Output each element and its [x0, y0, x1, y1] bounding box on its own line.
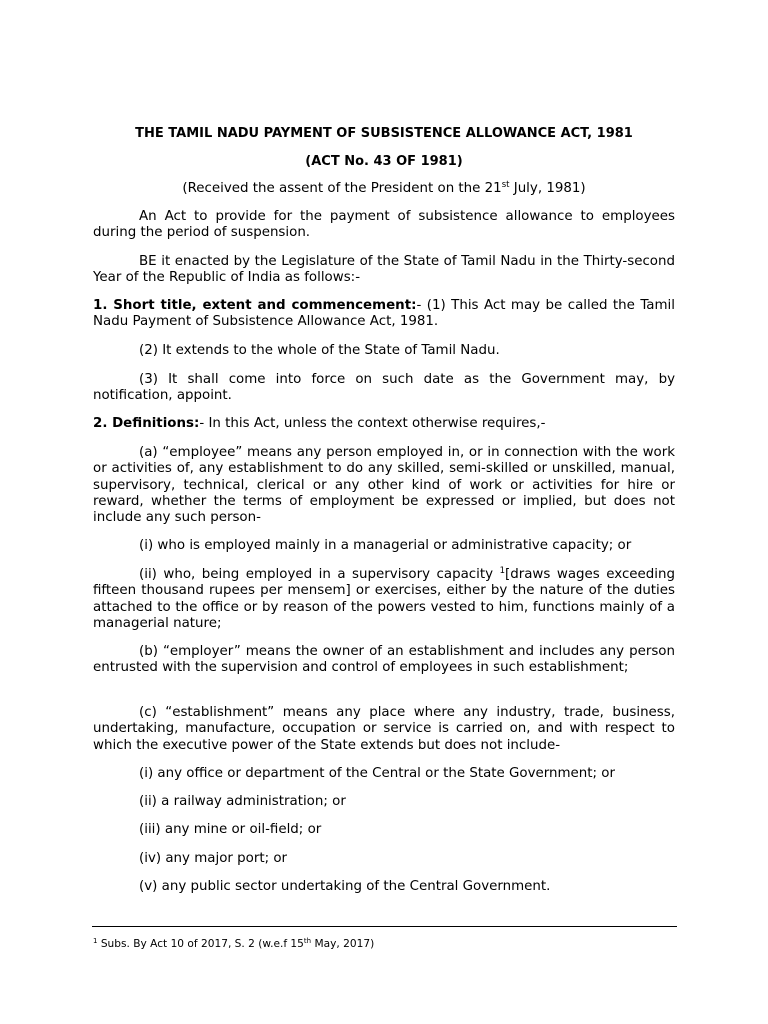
footnote-superscript: th — [303, 937, 312, 945]
definition-a-ii — [93, 567, 675, 632]
section-1-subsection-3: (3) It shall come into force on such date as the Government may, by notification, appoint. — [93, 372, 675, 404]
section-1-text: - (1) This Act may be called the Tamil Nadu Payment of Subsistence Allowance Act, 1981. — [93, 298, 675, 330]
exclusion-item: (iv) any major port; or — [139, 851, 288, 866]
preamble: An Act to provide for the payment of subsistence allowance to employees during the period of suspension. — [93, 209, 675, 241]
definition-a: (a) “employee” means any person employed in, or in connection with the work or activities of, any establishment to do any skilled, semi-skilled or unskilled, manual, supervisory, technical, clerical or any other kind of work or activities for hire or reward, whether the terms of employment be expressed or implied, but does not include any such person- — [93, 445, 675, 526]
footnote-separator — [92, 926, 677, 927]
section-1-heading: 1. Short title, extent and commencement: — [93, 298, 417, 313]
footnote-text-after: May, 2017) — [311, 938, 375, 950]
act-number: (ACT No. 43 OF 1981) — [305, 154, 463, 169]
section-1-subsection-2: (2) It extends to the whole of the State of Tamil Nadu. — [139, 343, 500, 358]
section-2-text: - In this Act, unless the context otherwise requires,- — [199, 416, 546, 431]
exclusion-item: (v) any public sector undertaking of the Central Government. — [139, 879, 551, 894]
section-2-heading: 2. Definitions: — [93, 416, 200, 431]
definition-a-ii-after: [draws wages exceeding fifteen thousand rupees per mensem] or exercises, either by the nature of the duties attached to the office or by reason of the powers vested to him, functions mainly of a managerial nature; — [93, 567, 675, 631]
section-2 — [93, 416, 675, 432]
assent-text-after: July, 1981) — [509, 181, 586, 196]
assent-line — [93, 180, 675, 197]
exclusion-item: (ii) a railway administration; or — [139, 794, 346, 809]
enactment-clause: BE it enacted by the Legislature of the State of Tamil Nadu in the Thirty-second Year of the Republic of India as follows:- — [93, 254, 675, 286]
footnote-marker: 1 — [93, 937, 98, 945]
definition-c: (c) “establishment” means any place where any industry, trade, business, undertaking, manufacture, occupation or service is carried on, and with respect to which the executive power of the State extends but does not include- — [93, 705, 675, 753]
assent-text-before: (Received the assent of the President on the 21 — [182, 181, 502, 196]
footnote-reference: 1 — [499, 566, 505, 576]
definition-b: (b) “employer” means the owner of an establishment and includes any person entrusted with the supervision and control of employees in such establishment; — [93, 644, 675, 676]
footnote — [93, 937, 374, 951]
footnote-text-before: Subs. By Act 10 of 2017, S. 2 (w.e.f 15 — [97, 938, 304, 950]
section-1 — [93, 298, 675, 331]
exclusion-item: (i) any office or department of the Central or the State Government; or — [139, 766, 615, 781]
definition-a-ii-before: (ii) who, being employed in a supervisory capacity — [139, 567, 500, 582]
assent-superscript: st — [501, 180, 510, 190]
act-title: THE TAMIL NADU PAYMENT OF SUBSISTENCE ALLOWANCE ACT, 1981 — [135, 126, 633, 141]
exclusion-item: (iii) any mine or oil-field; or — [139, 822, 322, 837]
definition-a-i: (i) who is employed mainly in a managerial or administrative capacity; or — [139, 538, 632, 553]
